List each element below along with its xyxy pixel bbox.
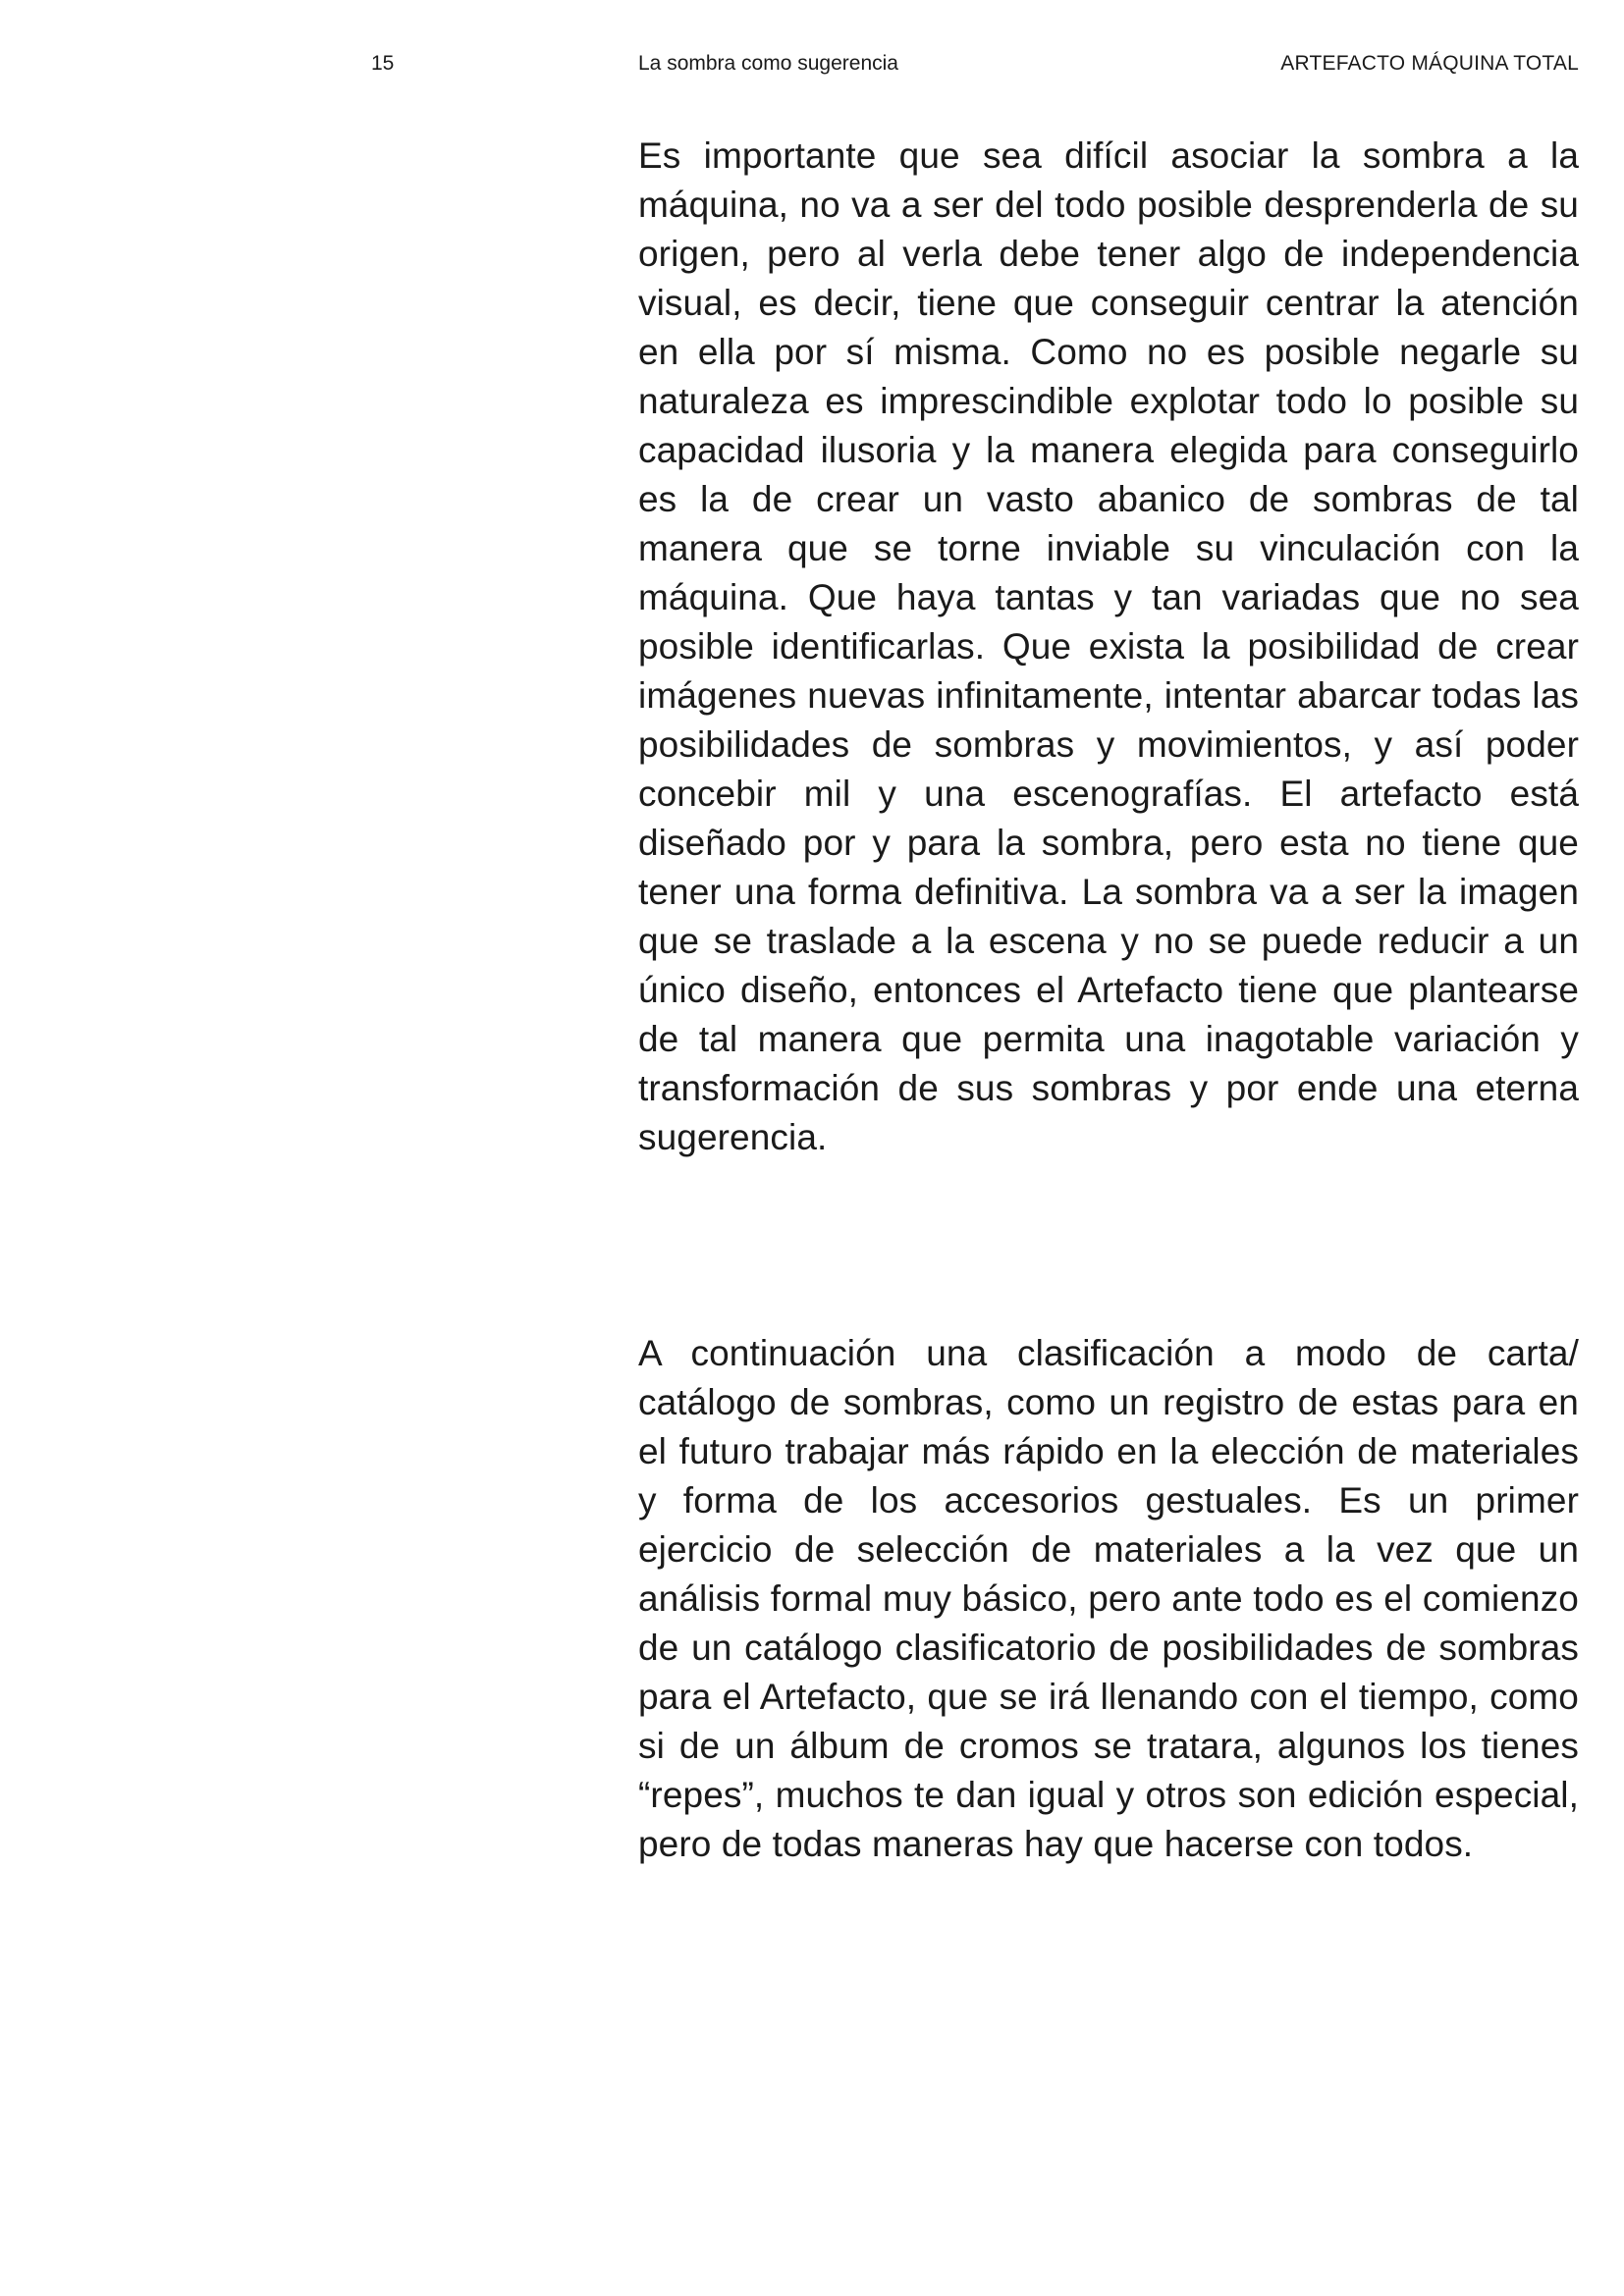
page-header bbox=[0, 49, 1624, 79]
body-text-block-1 bbox=[638, 132, 1579, 1162]
book-title: ARTEFACTO MÁQUINA TOTAL bbox=[1280, 52, 1579, 75]
paragraph: Es importante que sea difícil asociar la sombra a la máquina, no va a ser del todo posible desprenderla de su origen, pero al verla debe tener algo de independencia visual, es decir, tiene que conseguir centrar la atención en ella por sí misma. Como no es posible negarle su naturaleza es imprescindible explotar todo lo posible su capacidad ilusoria y la manera elegida para conseguirlo es la de crear un vasto abanico de sombras de tal manera que se torne inviable su vinculación con la máquina. Que haya tantas y tan variadas que no sea posible identificarlas. Que exista la posibilidad de crear imágenes nuevas infinitamente, intentar abarcar todas las posibilidades de sombras y movimientos, y así poder concebir mil y una escenografías. El artefacto está diseñado por y para la sombra, pero esta no tiene que tener una forma definitiva. La sombra va a ser la imagen que se traslade a la escena y no se puede reducir a un único diseño, entonces el Artefacto tiene que plantearse de tal manera que permita una inagotable variación y transformación de sus sombras y por ende una eterna sugerencia. bbox=[638, 135, 1579, 1157]
running-title: La sombra como sugerencia bbox=[638, 52, 898, 75]
page-number: 15 bbox=[371, 52, 395, 75]
body-text-block-2 bbox=[638, 1329, 1579, 1869]
paragraph: A continuación una clasificación a modo de carta/ catálogo de sombras, como un registro de estas para en el futuro trabajar más rápido en la elección de materiales y forma de los accesorios gestuales. Es un primer ejercicio de selección de materiales a la vez que un análisis formal muy básico, pero ante todo es el comienzo de un catálogo clasificatorio de posibilidades de sombras para el Artefacto, que se irá llenando con el tiempo, como si de un álbum de cromos se tratara, algunos los tienes “repes”, muchos te dan igual y otros son edición especial, pero de todas maneras hay que hacerse con todos. bbox=[638, 1333, 1579, 1864]
